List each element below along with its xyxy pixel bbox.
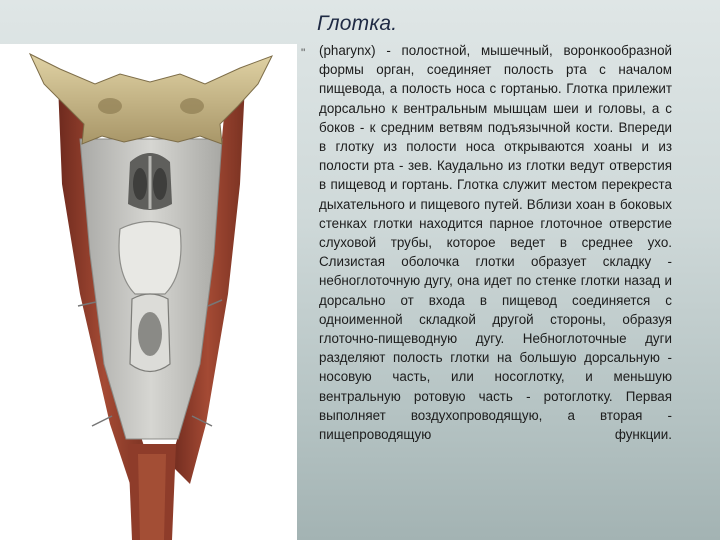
pharynx-anatomy-drawing <box>0 44 297 540</box>
soft-palate <box>119 222 181 295</box>
slide-title: Глотка. <box>317 12 398 35</box>
bullet-mark: " <box>301 46 306 60</box>
pharynx-illustration <box>0 44 297 540</box>
slide-body-text: (pharynx) - полостной, мышечный, воронкообразной формы орган, соединяет полость рта с началом пищевода, а полость носа с гортанью. Глотка прилежит дорсально к вентральным мышцам шеи и головы, а с боков - к средним ветвям подъязычной кости. Впереди в глотку из полости носа открываются хоаны и из полости рта - зев. Каудально из глотки ведут отверстия в пищевод и гортань. Глотка служит местом перекреста дыхательного и пищевого путей. Вблизи хоан в боковых стенках глотки находится парное глоточное отверстие слуховой трубы, которое ведет в среднее ухо. Слизистая оболочка глотки образует складку - небноглоточную дугу, она идет по стенке глотки назад и дорсально от входа в пищевод соединяется с одноименной складкой другой стороны, образуя глоточно-пищеводную дугу. Небноглоточные дуги разделяют полость глотки на большую дорсальную - носовую часть, или носоглотку, и меньшую вентральную ротовую часть - ротоглотку. Первая выполняет воздухопроводящую, а вторая - пищепроводящую функции. <box>319 43 672 443</box>
